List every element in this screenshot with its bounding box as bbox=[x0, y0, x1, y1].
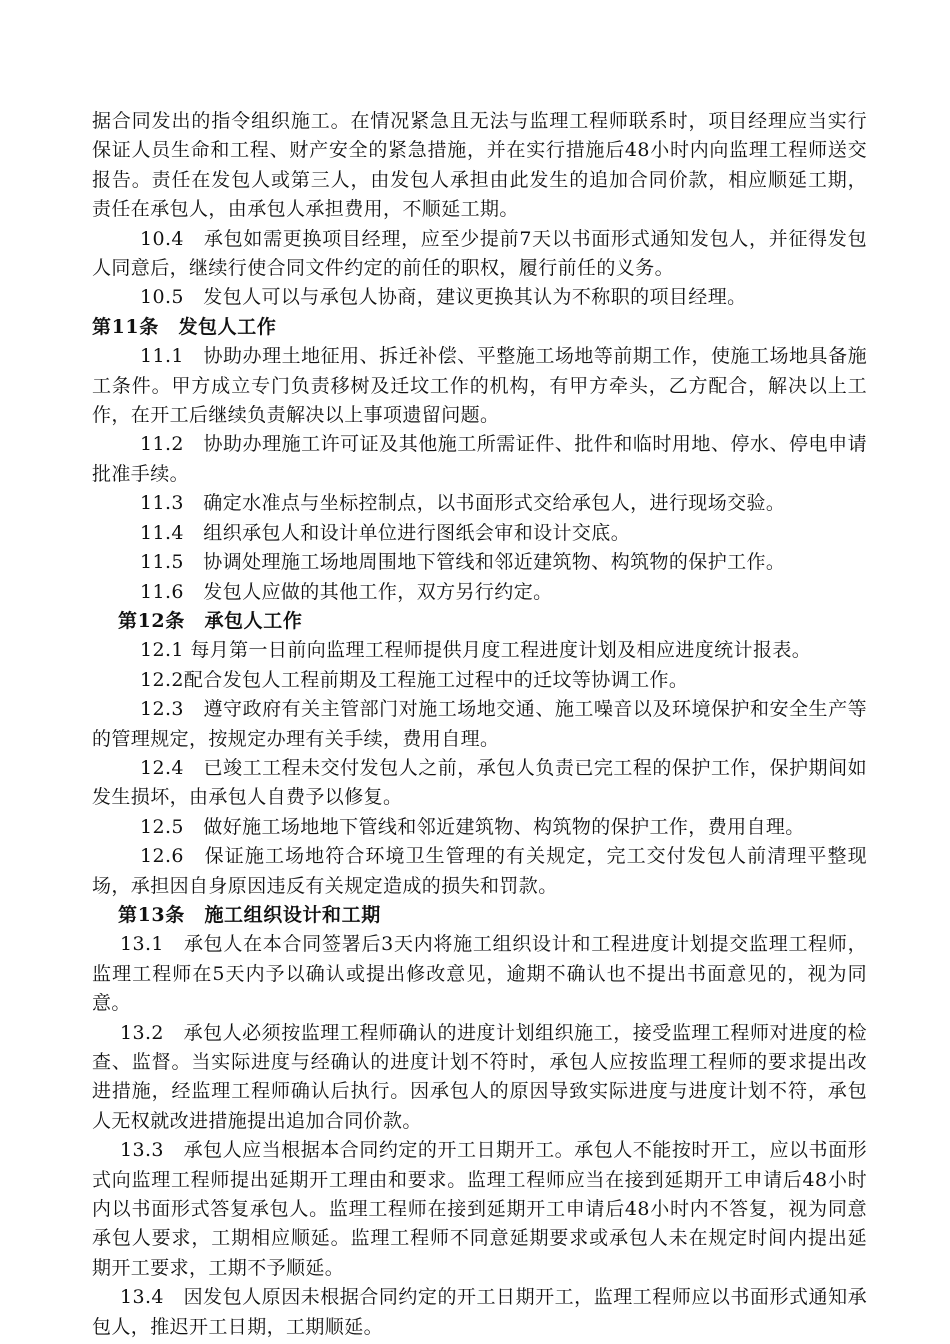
clause-13-1: 13.1 承包人在本合同签署后3天内将施工组织设计和工程进度计划提交监理工程师，监理工程师在5天内予以确认或提出修改意见，逾期不确认也不提出书面意见的，视为同意。 bbox=[92, 933, 867, 1015]
article-11-heading: 第11条 发包人工作 bbox=[92, 315, 277, 338]
clause-11-4: 11.4 组织承包人和设计单位进行图纸会审和设计交底。 bbox=[140, 521, 631, 544]
clause-12-5: 12.5 做好施工场地地下管线和邻近建筑物、构筑物的保护工作，费用自理。 bbox=[140, 815, 805, 838]
clause-10-5: 10.5 发包人可以与承包人协商，建议更换其认为不称职的项目经理。 bbox=[140, 286, 747, 309]
clause-13-2: 13.2 承包人必须按监理工程师确认的进度计划组织施工，接受监理工程师对进度的检查、监督。当实际进度与经确认的进度计划不符时，承包人应按监理工程师的要求提出改进措施，经监理工程师确认后执行。因承包人的原因导致实际进度与进度计划不符，承包人无权就改进措施提出追加合同价款。 bbox=[92, 1021, 867, 1132]
clause-12-1: 12.1 每月第一日前向监理工程师提供月度工程进度计划及相应进度统计报表。 bbox=[140, 639, 812, 662]
clause-11-1: 11.1 协助办理土地征用、拆迁补偿、平整施工场地等前期工作，使施工场地具备施工条件。甲方成立专门负责移树及迁坟工作的机构，有甲方牵头，乙方配合，解决以上工作，在开工后继续负责解决以上事项遗留问题。 bbox=[92, 345, 867, 427]
paragraph-10-3-continued: 据合同发出的指令组织施工。在情况紧急且无法与监理工程师联系时，项目经理应当实行保证人员生命和工程、财产安全的紧急措施，并在实行措施后48小时内向监理工程师送交报告。责任在发包人或第三人，由发包人承担由此发生的追加合同价款，相应顺延工期，责任在承包人，由承包人承担费用，不顺延工期。 bbox=[92, 110, 867, 221]
clause-12-6: 12.6 保证施工场地符合环境卫生管理的有关规定，完工交付发包人前清理平整现场，承担因自身原因违反有关规定造成的损失和罚款。 bbox=[92, 845, 867, 897]
clause-12-3: 12.3 遵守政府有关主管部门对施工场地交通、施工噪音以及环境保护和安全生产等的管理规定，按规定办理有关手续，费用自理。 bbox=[92, 698, 867, 750]
article-13-heading: 第13条 施工组织设计和工期 bbox=[118, 903, 381, 926]
clause-13-4: 13.4 因发包人原因未根据合同约定的开工日期开工，监理工程师应以书面形式通知承包人，推迟开工日期，工期顺延。 bbox=[92, 1286, 867, 1338]
clause-12-2: 12.2配合发包人工程前期及工程施工过程中的迁坟等协调工作。 bbox=[140, 668, 689, 691]
clause-12-4: 12.4 已竣工工程未交付发包人之前，承包人负责已完工程的保护工作，保护期间如发生损坏，由承包人自费予以修复。 bbox=[92, 756, 867, 809]
clause-11-2: 11.2 协助办理施工许可证及其他施工所需证件、批件和临时用地、停水、停电申请批准手续。 bbox=[92, 433, 867, 485]
clause-11-3: 11.3 确定水准点与坐标控制点，以书面形式交给承包人，进行现场交验。 bbox=[140, 492, 786, 515]
clause-10-4: 10.4 承包如需更换项目经理，应至少提前7天以书面形式通知发包人，并征得发包人同意后，继续行使合同文件约定的前任的职权，履行前任的义务。 bbox=[92, 227, 867, 280]
article-12-heading: 第12条 承包人工作 bbox=[118, 609, 303, 632]
clause-11-6: 11.6 发包人应做的其他工作，双方另行约定。 bbox=[140, 580, 553, 603]
clause-11-5: 11.5 协调处理施工场地周围地下管线和邻近建筑物、构筑物的保护工作。 bbox=[140, 551, 786, 574]
contract-page bbox=[92, 107, 867, 1342]
clause-13-3: 13.3 承包人应当根据本合同约定的开工日期开工。承包人不能按时开工，应以书面形式向监理工程师提出延期开工理由和要求。监理工程师应当在接到延期开工申请后48小时内以书面形式答复承包人。监理工程师在接到延期开工申请后48小时内不答复，视为同意承包人要求，工期相应顺延。监理工程师不同意延期要求或承包人未在规定时间内提出延期开工要求，工期不予顺延。 bbox=[92, 1139, 867, 1279]
